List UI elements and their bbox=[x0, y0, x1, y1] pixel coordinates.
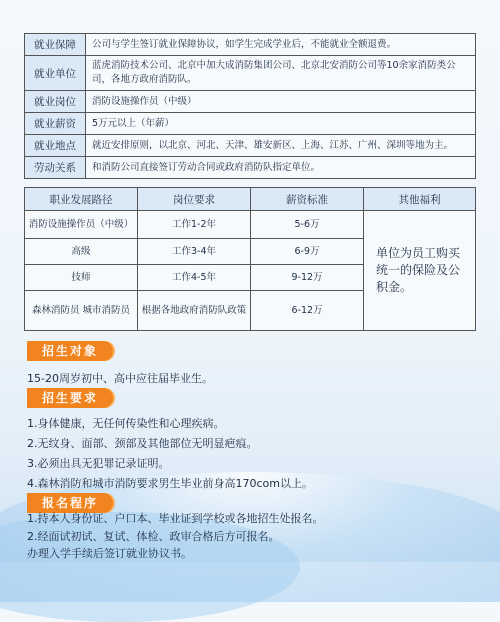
table-row bbox=[25, 113, 476, 135]
row-key: 就业地点 bbox=[25, 135, 86, 157]
row-key: 就业薪资 bbox=[25, 113, 86, 135]
salary-cell: 6-9万 bbox=[251, 239, 364, 265]
salary-cell: 6-12万 bbox=[251, 291, 364, 331]
path-cell: 高级 bbox=[25, 239, 138, 265]
row-value: 消防设施操作员（中级） bbox=[86, 91, 476, 113]
career-path-table bbox=[24, 187, 476, 331]
table-row bbox=[25, 135, 476, 157]
row-value: 公司与学生签订就业保障协议，如学生完成学业后，不能就业全额退费。 bbox=[86, 34, 476, 56]
table-row bbox=[25, 56, 476, 91]
table-header-row bbox=[25, 188, 476, 211]
salary-cell: 5-6万 bbox=[251, 211, 364, 239]
salary-cell: 9-12万 bbox=[251, 265, 364, 291]
path-cell: 消防设施操作员（中级） bbox=[25, 211, 138, 239]
requirement-cell: 工作4-5年 bbox=[138, 265, 251, 291]
path-cell: 技师 bbox=[25, 265, 138, 291]
column-header: 职业发展路径 bbox=[25, 188, 138, 211]
table-row bbox=[25, 34, 476, 56]
row-key: 就业岗位 bbox=[25, 91, 86, 113]
row-key: 就业单位 bbox=[25, 56, 86, 91]
registration-item: 1.持本人身份证、户口本、毕业证到学校或各地招生处报名。 bbox=[27, 512, 324, 525]
admission-requirements-heading: 招生要求 bbox=[27, 388, 113, 408]
requirement-item: 3.必须出具无犯罪记录证明。 bbox=[27, 457, 170, 470]
employment-info-table bbox=[24, 33, 476, 179]
requirement-cell: 工作3-4年 bbox=[138, 239, 251, 265]
requirement-item: 2.无纹身、面部、颈部及其他部位无明显疤痕。 bbox=[27, 437, 258, 450]
column-header: 薪资标准 bbox=[251, 188, 364, 211]
requirement-item: 1.身体健康，无任何传染性和心理疾病。 bbox=[27, 417, 225, 430]
registration-item: 办理入学手续后签订就业协议书。 bbox=[27, 547, 192, 560]
row-value: 就近安排原则，以北京、河北、天津、雄安新区、上海、江苏、广州、深圳等地为主。 bbox=[86, 135, 476, 157]
column-header: 岗位要求 bbox=[138, 188, 251, 211]
table-row bbox=[25, 211, 476, 239]
benefit-cell: 单位为员工购买统一的保险及公积金。 bbox=[364, 211, 476, 331]
admission-target-heading: 招生对象 bbox=[27, 341, 113, 361]
requirement-cell: 工作1-2年 bbox=[138, 211, 251, 239]
registration-heading: 报名程序 bbox=[27, 493, 113, 513]
row-value: 5万元以上（年薪） bbox=[86, 113, 476, 135]
row-value: 蓝虎消防技术公司、北京中加大成消防集团公司、北京北安消防公司等10余家消防类公司，各地方政府消防队。 bbox=[86, 56, 476, 91]
path-cell: 森林消防员 城市消防员 bbox=[25, 291, 138, 331]
row-value: 和消防公司直接签订劳动合同或政府消防队指定单位。 bbox=[86, 157, 476, 179]
row-key: 劳动关系 bbox=[25, 157, 86, 179]
row-key: 就业保障 bbox=[25, 34, 86, 56]
table-row bbox=[25, 91, 476, 113]
registration-item: 2.经面试初试、复试、体检、政审合格后方可报名。 bbox=[27, 530, 280, 543]
requirement-item: 4.森林消防和城市消防要求男生毕业前身高170com以上。 bbox=[27, 477, 313, 490]
table-row bbox=[25, 157, 476, 179]
column-header: 其他福利 bbox=[364, 188, 476, 211]
requirement-cell: 根据各地政府消防队政策 bbox=[138, 291, 251, 331]
admission-target-text: 15-20周岁初中、高中应往届毕业生。 bbox=[27, 372, 213, 385]
